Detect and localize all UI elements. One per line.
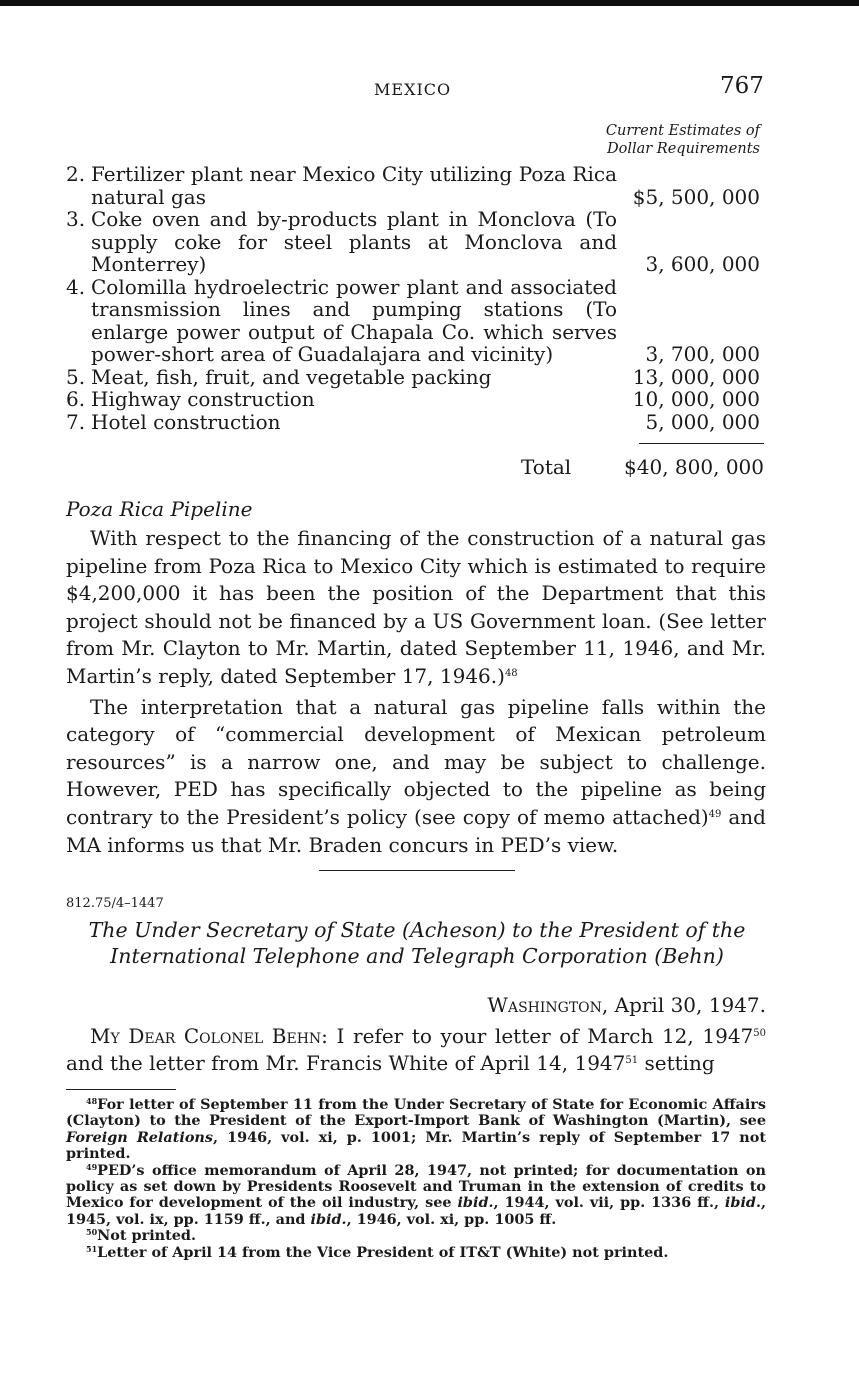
list-item bbox=[66, 411, 766, 434]
item-number: 3. bbox=[66, 207, 86, 231]
salutation: My Dear Colonel Behn bbox=[90, 1024, 322, 1048]
footnote-text: , 1946, vol. xi, p. 1001; Mr. Martin’s reply of September 17 not printed. bbox=[66, 1128, 766, 1163]
list-item bbox=[66, 276, 766, 366]
footnote bbox=[66, 1228, 766, 1244]
list-item bbox=[66, 163, 766, 208]
footnote-citation: ibid. bbox=[457, 1194, 494, 1212]
document-title bbox=[66, 918, 768, 969]
footnote-ref: 51 bbox=[625, 1055, 639, 1066]
footnote-citation: ibid. bbox=[724, 1194, 761, 1212]
footnote-text: For letter of September 11 from the Under Secretary of State for Economic Affairs (Clayton) to the President of the Export-Import Bank of Washington (Martin), see bbox=[66, 1096, 766, 1130]
footnote-number: 49 bbox=[86, 1161, 98, 1172]
estimates-heading-line-1: Current Estimates of bbox=[605, 123, 760, 139]
item-description: Hotel construction bbox=[91, 409, 281, 434]
footnote-number: 48 bbox=[86, 1096, 98, 1106]
footnote-citation: Foreign Relations bbox=[66, 1128, 213, 1146]
item-amount: 3, 700, 000 bbox=[645, 342, 760, 366]
paragraph-text: With respect to the financing of the construction of a natural gas pipeline from Poza Rica to Mexico City which is estimated to require $4,200,000 it has been the position of the Department that this project should not be financed by a US Government loan. (See letter from Mr. Clayton to Mr. Martin, dated September 11, 1946, and Mr. Martin’s reply, dated September 17, 1946.) bbox=[66, 526, 766, 688]
footnote-text: , 1945, vol. ix, pp. 1159 ff., and bbox=[66, 1194, 767, 1228]
running-head: MEXICO bbox=[374, 80, 452, 99]
letter-text: : I refer to your letter of March 12, 1947 bbox=[321, 1024, 754, 1048]
item-description: Fertilizer plant near Mexico City utilizing Poza Rica natural gas bbox=[91, 162, 617, 209]
footnote-text: Not printed. bbox=[97, 1227, 196, 1245]
paragraph-text: and MA informs us that Mr. Braden concurs in PED’s view. bbox=[66, 804, 766, 857]
list-item bbox=[66, 208, 766, 276]
dateline-place: Washington bbox=[487, 993, 602, 1017]
section-divider bbox=[319, 870, 515, 871]
item-number: 6. bbox=[66, 387, 86, 411]
footnote-ref: 50 bbox=[753, 1028, 766, 1039]
section-title: Poza Rica Pipeline bbox=[66, 497, 253, 521]
page-number: 767 bbox=[720, 73, 764, 99]
total-amount: $40, 800, 000 bbox=[624, 455, 764, 479]
letter-text: setting bbox=[638, 1051, 715, 1075]
dateline-date: , April 30, 1947. bbox=[601, 993, 766, 1017]
section-body bbox=[66, 525, 766, 862]
footnote-rule bbox=[66, 1089, 176, 1090]
item-amount: $5, 500, 000 bbox=[632, 184, 760, 209]
footnote-number: 50 bbox=[86, 1227, 98, 1238]
list-item bbox=[66, 388, 766, 411]
item-amount: 13, 000, 000 bbox=[632, 364, 760, 389]
project-list bbox=[66, 163, 766, 433]
footnote bbox=[66, 1245, 766, 1261]
footnote bbox=[66, 1163, 766, 1229]
scan-top-edge bbox=[0, 0, 859, 6]
item-description: Colomilla hydroelectric power plant and associated transmission lines and pumping stations (To enlarge power output of Chapala Co. which serves power-short area of Guadalajara and vicinity) bbox=[91, 274, 617, 366]
footnote-ref: 49 bbox=[708, 808, 722, 820]
document-title-line-2: International Telephone and Telegraph Corporation (Behn) bbox=[110, 943, 724, 968]
total-label: Total bbox=[521, 455, 572, 479]
item-description: Coke oven and by-products plant in Monclova (To supply coke for steel plants at Monclova and Monterrey) bbox=[91, 207, 617, 276]
item-number: 4. bbox=[66, 274, 86, 299]
item-number: 5. bbox=[66, 364, 86, 389]
letter-body bbox=[66, 1023, 766, 1077]
divider-gap bbox=[412, 866, 422, 867]
item-amount: 10, 000, 000 bbox=[632, 387, 760, 411]
footnote-text: Letter of April 14 from the Vice President of IT&T (White) not printed. bbox=[97, 1243, 669, 1261]
document-title-line-1: The Under Secretary of State (Acheson) to the President of the bbox=[88, 918, 746, 942]
footnote-text: PED’s office memorandum of April 28, 1947, not printed; for documentation on policy as set down by Presidents Roosevelt and Truman in the extension of credits to Mexico for development of the oil industry, see bbox=[66, 1161, 766, 1212]
estimates-heading-line-2: Dollar Requirements bbox=[606, 141, 760, 157]
letter-text: and the letter from Mr. Francis White of April 14, 1947 bbox=[66, 1051, 626, 1075]
estimates-column-heading bbox=[606, 122, 760, 158]
paragraph bbox=[66, 694, 766, 860]
footnote-number: 51 bbox=[86, 1243, 98, 1254]
paragraph-text: The interpretation that a natural gas pipeline falls within the category of “commercial development of Mexican petroleum resources” is a narrow one, and may be subject to challenge. However, PED has specifically objected to the pipeline as being contrary to the President’s policy (see copy of memo attached) bbox=[66, 694, 766, 829]
total-rule bbox=[639, 443, 764, 444]
paragraph bbox=[66, 525, 766, 691]
footnote bbox=[66, 1097, 766, 1163]
dateline bbox=[487, 993, 766, 1017]
footnote-text: , 1946, vol. xi, pp. 1005 ff. bbox=[346, 1210, 557, 1228]
footnote-citation: ibid. bbox=[310, 1210, 347, 1228]
item-description: Meat, fish, fruit, and vegetable packing bbox=[91, 364, 492, 389]
item-number: 2. bbox=[66, 162, 86, 186]
footnote-text: , 1944, vol. vii, pp. 1336 ff., bbox=[493, 1194, 725, 1212]
document-file-number: 812.75/4–1447 bbox=[66, 896, 164, 911]
footnotes bbox=[66, 1097, 766, 1261]
footnote-ref: 48 bbox=[504, 667, 518, 679]
list-item bbox=[66, 366, 766, 389]
item-description: Highway construction bbox=[91, 387, 315, 411]
item-amount: 3, 600, 000 bbox=[645, 252, 760, 276]
item-number: 7. bbox=[66, 409, 86, 434]
item-amount: 5, 000, 000 bbox=[645, 409, 760, 434]
